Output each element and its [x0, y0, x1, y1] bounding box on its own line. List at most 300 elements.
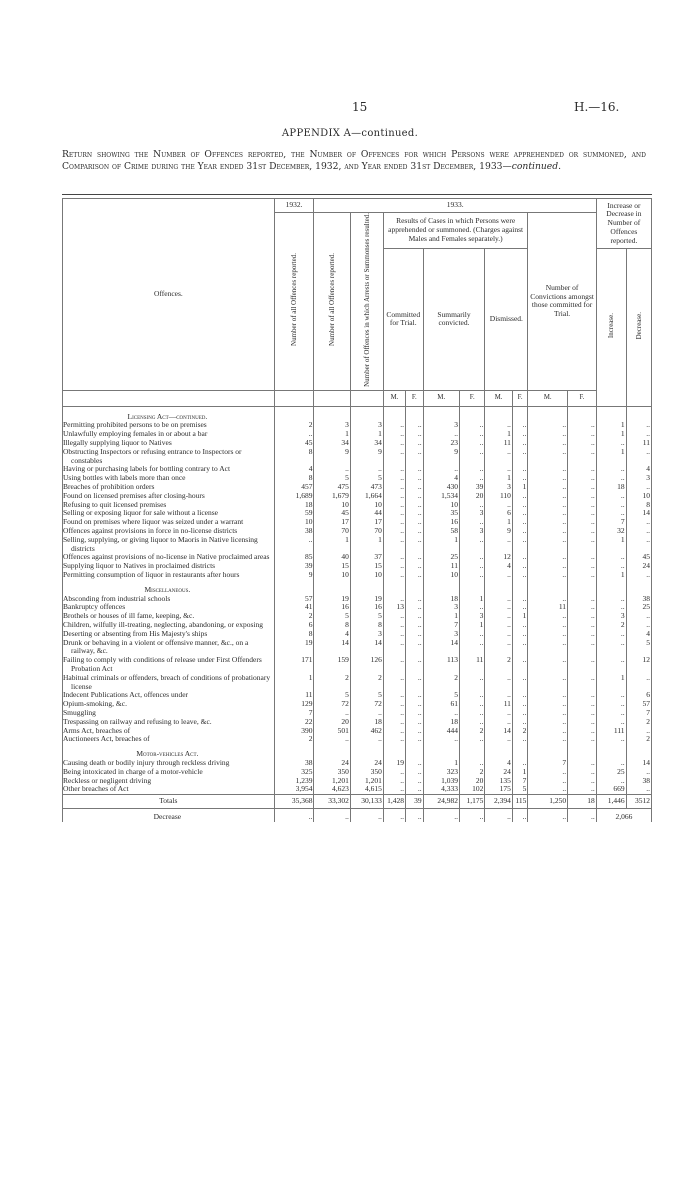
- header-committed-f: F.: [405, 390, 423, 406]
- empty-cell: ..: [314, 808, 350, 821]
- table-cell: ..: [350, 735, 383, 744]
- table-cell: ..: [528, 656, 568, 674]
- table-cell: ..: [528, 768, 568, 777]
- offence-name: Found on licensed premises after closing-hours: [63, 492, 275, 501]
- table-row: [63, 509, 652, 518]
- empty-cell: ..: [568, 808, 597, 821]
- table-row: [63, 674, 652, 692]
- empty-cell: ..: [405, 808, 423, 821]
- table-cell: ..: [568, 562, 597, 571]
- table-cell: 72: [350, 700, 383, 709]
- table-cell: ..: [405, 656, 423, 674]
- table-cell: 39: [460, 483, 485, 492]
- table-row: [63, 518, 652, 527]
- table-cell: 45: [274, 439, 314, 448]
- table-cell: ..: [528, 595, 568, 604]
- table-cell: ..: [568, 700, 597, 709]
- table-cell: 10: [626, 492, 651, 501]
- table-row: [63, 735, 652, 744]
- table-cell: ..: [383, 509, 405, 518]
- spacer-cell: [512, 406, 527, 421]
- table-cell: 1: [596, 421, 626, 430]
- table-cell: 25: [423, 553, 459, 562]
- table-row: [63, 718, 652, 727]
- table-cell: 462: [350, 727, 383, 736]
- table-cell: 1: [512, 483, 527, 492]
- table-cell: 2: [485, 656, 513, 674]
- appendix-heading: APPENDIX A—continued.: [281, 128, 419, 139]
- table-cell: ..: [568, 777, 597, 786]
- table-cell: ..: [383, 656, 405, 674]
- table-cell: 6: [274, 621, 314, 630]
- table-cell: ..: [568, 639, 597, 657]
- table-cell: ..: [383, 727, 405, 736]
- table-cell: 22: [274, 718, 314, 727]
- table-cell: 7: [274, 709, 314, 718]
- table-cell: 390: [274, 727, 314, 736]
- table-cell: 5: [512, 785, 527, 794]
- table-cell: 3: [460, 509, 485, 518]
- table-cell: ..: [568, 759, 597, 768]
- table-cell: ..: [626, 430, 651, 439]
- table-caption: [62, 149, 646, 173]
- table-row: [63, 709, 652, 718]
- table-cell: ..: [405, 691, 423, 700]
- table-cell: ..: [383, 439, 405, 448]
- spacer-cell: [460, 580, 485, 595]
- table-cell: ..: [528, 691, 568, 700]
- header-dismissed-m: M.: [485, 390, 513, 406]
- table-cell: 5: [350, 612, 383, 621]
- offence-name: Children, wilfully ill-treating, neglecting, abandoning, or exposing: [63, 621, 275, 630]
- table-cell: 1: [274, 674, 314, 692]
- table-cell: ..: [405, 759, 423, 768]
- table-cell: ..: [383, 777, 405, 786]
- section-title: Miscellaneous.: [144, 584, 191, 594]
- offence-name: Indecent Publications Act, offences under: [63, 691, 275, 700]
- table-cell: ..: [528, 718, 568, 727]
- table-cell: 12: [626, 656, 651, 674]
- empty-cell: ..: [423, 808, 459, 821]
- offence-name: Using bottles with labels more than once: [63, 474, 275, 483]
- spacer-cell: [568, 406, 597, 421]
- table-cell: ..: [383, 483, 405, 492]
- caption-main: Return showing the Number of Offences reported, the Number of Offences for which Persons were apprehended or summoned, and Comparison of Crime during the Year ended 31st December, 1932, and Year ended 31st December, 1933—: [62, 149, 646, 172]
- table-row: [63, 595, 652, 604]
- table-cell: ..: [512, 718, 527, 727]
- table-cell: 1,679: [314, 492, 350, 501]
- table-cell: ..: [423, 709, 459, 718]
- table-cell: 8: [350, 621, 383, 630]
- table-row: [63, 553, 652, 562]
- table-cell: ..: [405, 474, 423, 483]
- table-cell: ..: [596, 509, 626, 518]
- spacer-cell: [423, 744, 459, 759]
- top-rule: [62, 194, 652, 195]
- table-cell: ..: [626, 421, 651, 430]
- table-cell: 1: [314, 536, 350, 554]
- table-cell: 4: [626, 465, 651, 474]
- table-cell: ..: [405, 483, 423, 492]
- total-cell: 115: [512, 795, 527, 809]
- spacer-cell: [383, 406, 405, 421]
- header-dismissed-f: F.: [512, 390, 527, 406]
- offence-name: Smuggling: [63, 709, 275, 718]
- table-cell: ..: [405, 612, 423, 621]
- table-cell: ..: [528, 430, 568, 439]
- table-cell: 38: [274, 527, 314, 536]
- table-cell: 1,039: [423, 777, 459, 786]
- offence-name: Auctioneers Act, breaches of: [63, 735, 275, 744]
- table-cell: ..: [274, 430, 314, 439]
- header-increase: Increase.: [596, 249, 626, 407]
- table-row: [63, 639, 652, 657]
- table-cell: ..: [512, 691, 527, 700]
- spacer-cell: [568, 580, 597, 595]
- table-cell: ..: [405, 421, 423, 430]
- table-cell: ..: [568, 439, 597, 448]
- decrease-label: Decrease: [63, 808, 275, 821]
- total-cell: 30,133: [350, 795, 383, 809]
- table-cell: ..: [485, 709, 513, 718]
- table-cell: 1: [460, 595, 485, 604]
- table-cell: ..: [383, 430, 405, 439]
- empty-cell: ..: [274, 808, 314, 821]
- table-cell: ..: [405, 430, 423, 439]
- empty-cell: ..: [528, 808, 568, 821]
- table-cell: ..: [626, 527, 651, 536]
- table-cell: 85: [274, 553, 314, 562]
- table-cell: ..: [485, 536, 513, 554]
- table-cell: ..: [405, 603, 423, 612]
- spacer-cell: [528, 580, 568, 595]
- table-cell: ..: [528, 439, 568, 448]
- table-cell: 10: [350, 501, 383, 510]
- table-cell: 7: [528, 759, 568, 768]
- table-cell: 18: [596, 483, 626, 492]
- table-cell: 2: [460, 768, 485, 777]
- table-cell: 8: [274, 630, 314, 639]
- header-dismissed: Dismissed.: [485, 249, 528, 391]
- spacer-cell: [460, 744, 485, 759]
- table-cell: ..: [568, 621, 597, 630]
- empty-cell: ..: [512, 808, 527, 821]
- table-cell: 5: [350, 474, 383, 483]
- table-cell: 669: [596, 785, 626, 794]
- table-cell: ..: [568, 483, 597, 492]
- table-cell: 18: [350, 718, 383, 727]
- total-cell: 1,428: [383, 795, 405, 809]
- table-cell: 14: [626, 509, 651, 518]
- header-results: Results of Cases in which Persons were apprehended or summoned. (Charges against Males and Females separately.): [383, 213, 527, 249]
- table-cell: 1,689: [274, 492, 314, 501]
- table-cell: 18: [423, 718, 459, 727]
- table-cell: 4: [626, 630, 651, 639]
- table-cell: 1: [512, 612, 527, 621]
- table-cell: ..: [460, 474, 485, 483]
- table-cell: ..: [460, 501, 485, 510]
- table-row: [63, 777, 652, 786]
- offence-name: Found on premises where liquor was seized under a warrant: [63, 518, 275, 527]
- offence-name: Permitting consumption of liquor in restaurants after hours: [63, 571, 275, 580]
- table-cell: 5: [314, 691, 350, 700]
- table-cell: 6: [626, 691, 651, 700]
- table-cell: ..: [405, 571, 423, 580]
- offence-name: Deserting or absenting from His Majesty's ships: [63, 630, 275, 639]
- table-cell: ..: [596, 603, 626, 612]
- table-cell: ..: [528, 474, 568, 483]
- spacer-cell: [528, 406, 568, 421]
- table-cell: ..: [528, 492, 568, 501]
- table-cell: 2: [350, 674, 383, 692]
- table-cell: 14: [350, 639, 383, 657]
- table-cell: ..: [383, 448, 405, 466]
- spacer-cell: [350, 744, 383, 759]
- table-cell: 9: [485, 527, 513, 536]
- table-cell: ..: [512, 656, 527, 674]
- table-cell: 1: [423, 612, 459, 621]
- table-cell: 38: [626, 595, 651, 604]
- table-cell: ..: [405, 465, 423, 474]
- header-committed: Committed for Trial.: [383, 249, 423, 391]
- table-row: [63, 448, 652, 466]
- table-cell: ..: [405, 727, 423, 736]
- table-cell: 1: [485, 430, 513, 439]
- total-cell: 24,982: [423, 795, 459, 809]
- table-cell: 19: [383, 759, 405, 768]
- table-cell: 9: [314, 448, 350, 466]
- table-cell: 20: [314, 718, 350, 727]
- table-cell: 38: [626, 777, 651, 786]
- table-cell: 5: [423, 691, 459, 700]
- offence-name: Breaches of prohibition orders: [63, 483, 275, 492]
- table-cell: 18: [423, 595, 459, 604]
- table-cell: ..: [383, 674, 405, 692]
- table-cell: ..: [405, 735, 423, 744]
- spacer-cell: [528, 744, 568, 759]
- table-cell: ..: [405, 621, 423, 630]
- table-cell: ..: [512, 509, 527, 518]
- offence-name: Drunk or behaving in a violent or offensive manner, &c., on a railway, &c.: [63, 639, 275, 657]
- table-row: [63, 421, 652, 430]
- table-cell: ..: [528, 777, 568, 786]
- table-cell: ..: [596, 595, 626, 604]
- table-cell: ..: [383, 612, 405, 621]
- table-cell: ..: [568, 727, 597, 736]
- table-cell: 59: [274, 509, 314, 518]
- table-cell: ..: [485, 691, 513, 700]
- table-cell: 159: [314, 656, 350, 674]
- table-cell: 4: [274, 465, 314, 474]
- table-cell: ..: [383, 474, 405, 483]
- table-cell: 1: [596, 430, 626, 439]
- spacer-cell: [383, 744, 405, 759]
- table-cell: 323: [423, 768, 459, 777]
- table-cell: 3: [423, 630, 459, 639]
- table-cell: 1: [350, 430, 383, 439]
- spacer-cell: [568, 744, 597, 759]
- table-cell: ..: [485, 501, 513, 510]
- table-cell: ..: [485, 735, 513, 744]
- table-cell: ..: [512, 709, 527, 718]
- table-cell: 350: [314, 768, 350, 777]
- total-cell: 2,394: [485, 795, 513, 809]
- offence-name: Offences against provisions in force in no-license districts: [63, 527, 275, 536]
- table-cell: ..: [383, 571, 405, 580]
- totals-label: Totals: [63, 795, 275, 809]
- table-cell: ..: [626, 785, 651, 794]
- table-cell: 1,201: [350, 777, 383, 786]
- offence-name: Having or purchasing labels for bottling contrary to Act: [63, 465, 275, 474]
- table-row: [63, 656, 652, 674]
- table-cell: ..: [512, 621, 527, 630]
- table-cell: 111: [596, 727, 626, 736]
- table-cell: ..: [626, 448, 651, 466]
- table-row: [63, 527, 652, 536]
- table-cell: ..: [512, 630, 527, 639]
- table-cell: 8: [274, 474, 314, 483]
- table-cell: ..: [405, 630, 423, 639]
- offences-table: [62, 198, 652, 822]
- table-cell: ..: [383, 536, 405, 554]
- table-cell: ..: [423, 735, 459, 744]
- table-cell: ..: [528, 727, 568, 736]
- table-cell: 20: [460, 777, 485, 786]
- header-convictions-f: F.: [568, 390, 597, 406]
- table-cell: ..: [460, 439, 485, 448]
- table-cell: 171: [274, 656, 314, 674]
- table-cell: 11: [485, 439, 513, 448]
- table-cell: ..: [485, 612, 513, 621]
- table-cell: 3: [460, 612, 485, 621]
- table-cell: ..: [405, 448, 423, 466]
- table-cell: ..: [460, 700, 485, 709]
- table-cell: ..: [568, 421, 597, 430]
- table-cell: 17: [350, 518, 383, 527]
- table-cell: ..: [512, 735, 527, 744]
- table-cell: 110: [485, 492, 513, 501]
- table-cell: ..: [596, 439, 626, 448]
- table-cell: ..: [485, 603, 513, 612]
- table-cell: ..: [528, 562, 568, 571]
- table-cell: ..: [383, 718, 405, 727]
- table-cell: ..: [512, 700, 527, 709]
- table-cell: ..: [512, 536, 527, 554]
- table-cell: ..: [568, 595, 597, 604]
- section-title: Motor-vehicles Act.: [136, 749, 199, 759]
- table-cell: 2: [460, 727, 485, 736]
- table-cell: 1: [314, 430, 350, 439]
- offence-name: Absconding from industrial schools: [63, 595, 275, 604]
- table-cell: ..: [460, 630, 485, 639]
- table-cell: 14: [626, 759, 651, 768]
- table-cell: ..: [405, 639, 423, 657]
- net-decrease: 2,066: [596, 808, 651, 821]
- table-cell: 129: [274, 700, 314, 709]
- spacer-cell: [626, 744, 651, 759]
- table-cell: ..: [485, 421, 513, 430]
- table-cell: 7: [423, 621, 459, 630]
- table-cell: ..: [460, 562, 485, 571]
- spacer-cell: [274, 744, 314, 759]
- table-cell: ..: [512, 465, 527, 474]
- table-cell: ..: [405, 674, 423, 692]
- table-cell: 24: [350, 759, 383, 768]
- spacer-cell: [596, 406, 626, 421]
- table-cell: 39: [274, 562, 314, 571]
- table-cell: ..: [528, 674, 568, 692]
- table-cell: ..: [405, 509, 423, 518]
- table-cell: 45: [314, 509, 350, 518]
- table-cell: 10: [350, 571, 383, 580]
- table-body: [63, 406, 652, 794]
- table-cell: ..: [596, 709, 626, 718]
- table-cell: 61: [423, 700, 459, 709]
- spacer-cell: [460, 406, 485, 421]
- table-cell: 4: [423, 474, 459, 483]
- table-row: [63, 465, 652, 474]
- total-cell: 3512: [626, 795, 651, 809]
- table-cell: ..: [626, 518, 651, 527]
- table-cell: ..: [383, 501, 405, 510]
- table-cell: ..: [512, 571, 527, 580]
- table-cell: 9: [423, 448, 459, 466]
- offence-name: Brothels or houses of ill fame, keeping, &c.: [63, 612, 275, 621]
- header-convicted: Summarily convicted.: [423, 249, 485, 391]
- table-cell: ..: [314, 465, 350, 474]
- table-cell: 3: [596, 612, 626, 621]
- offence-name: Offences against provisions of no-license in Native proclaimed areas: [63, 553, 275, 562]
- spacer-cell: [485, 580, 513, 595]
- table-cell: ..: [383, 518, 405, 527]
- offence-name: Selling or exposing liquor for sale without a license: [63, 509, 275, 518]
- table-cell: ..: [626, 612, 651, 621]
- table-cell: ..: [383, 709, 405, 718]
- table-cell: 1: [423, 536, 459, 554]
- table-cell: 2: [512, 727, 527, 736]
- table-row: [63, 439, 652, 448]
- spacer-cell: [314, 580, 350, 595]
- table-cell: ..: [314, 735, 350, 744]
- table-cell: 38: [274, 759, 314, 768]
- table-cell: ..: [528, 448, 568, 466]
- table-cell: ..: [405, 700, 423, 709]
- table-cell: ..: [485, 639, 513, 657]
- table-cell: ..: [405, 492, 423, 501]
- table-cell: ..: [596, 718, 626, 727]
- table-cell: ..: [568, 536, 597, 554]
- spacer-cell: [626, 580, 651, 595]
- table-cell: ..: [383, 639, 405, 657]
- spacer-cell: [423, 406, 459, 421]
- table-row: [63, 727, 652, 736]
- table-cell: ..: [405, 718, 423, 727]
- table-cell: ..: [528, 639, 568, 657]
- table-cell: ..: [568, 518, 597, 527]
- table-cell: 57: [274, 595, 314, 604]
- table-cell: ..: [423, 465, 459, 474]
- table-cell: 11: [460, 656, 485, 674]
- table-cell: 2: [274, 735, 314, 744]
- table-cell: 25: [626, 603, 651, 612]
- table-cell: ..: [596, 562, 626, 571]
- empty-cell: ..: [350, 808, 383, 821]
- table-cell: 10: [423, 501, 459, 510]
- table-cell: ..: [568, 735, 597, 744]
- table-cell: 4,623: [314, 785, 350, 794]
- table-cell: 102: [460, 785, 485, 794]
- offence-name: Other breaches of Act: [63, 785, 275, 794]
